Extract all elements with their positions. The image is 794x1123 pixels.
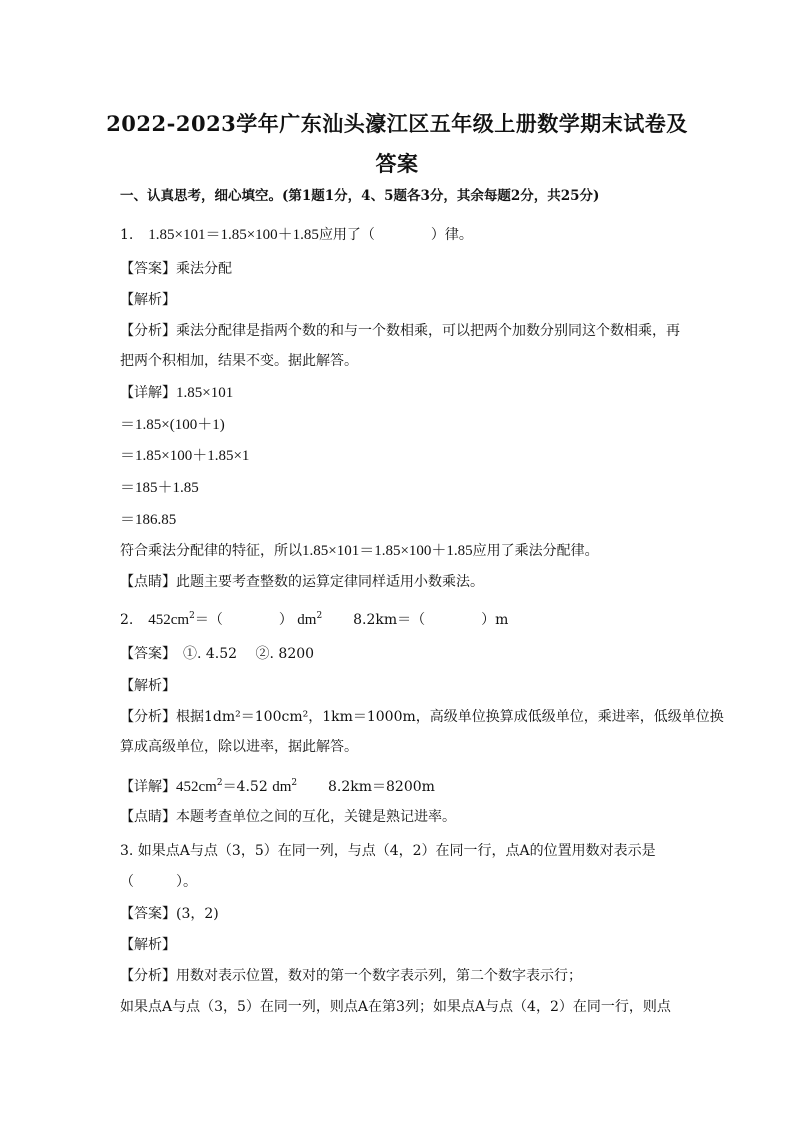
- detail-label: 【详解】: [120, 385, 176, 401]
- detail-expression: 452cm: [176, 779, 217, 795]
- analysis-heading: 【解析】: [120, 937, 176, 953]
- calculation-step: ＝186.85: [120, 512, 177, 528]
- detail-expression: ＝4.52: [222, 779, 268, 795]
- document-title: [100, 104, 694, 184]
- conclusion-text: 符合乘法分配律的特征，所以: [120, 543, 302, 559]
- question-2: 2. $452cm^2=$（ ） $dm^2$ 8.2km＝（ ）m: [120, 611, 509, 628]
- detail-label: 【详解】: [120, 779, 176, 795]
- analysis-text: 如果点A与点（3，5）在同一列，则点A在第3列；如果点A与点（4，2）在同一行，则点: [120, 999, 671, 1015]
- calculation-step: ＝185＋1.85: [120, 480, 199, 496]
- question-3-continued: （ ）。: [120, 874, 197, 890]
- question-3: 3. 如果点A与点（3，5）在同一列，与点（4，2）在同一行，点A的位置用数对表示是: [120, 843, 656, 859]
- conclusion: [120, 541, 679, 561]
- question-unit: dm: [297, 612, 317, 628]
- calculation-step: ＝1.85×100＋1.85×1: [120, 448, 250, 464]
- analysis-text: 【分析】乘法分配律是指两个数的和与一个数相乘，可以把两个加数分别同这个数相乘，再: [120, 323, 680, 339]
- analysis-text: 算成高级单位，除以进率，据此解答。: [120, 739, 358, 755]
- section-heading: 一、认真思考，细心填空。(第1题1分，4、5题各3分，其余每题2分，共25分): [120, 188, 600, 204]
- analysis-heading: 【解析】: [120, 292, 176, 308]
- title-line-1: 2022-2023学年广东汕头濠江区五年级上册数学期末试卷及: [106, 111, 688, 136]
- detail-expression: 8.2km＝8200m: [328, 779, 435, 795]
- conclusion-expression: 1.85×101＝1.85×100＋1.85: [302, 543, 473, 559]
- question-text: 应用了（ ）律。: [318, 227, 473, 243]
- detail-expression: 1.85×101: [176, 385, 234, 401]
- calculation-step: ＝1.85×(100＋1): [120, 417, 225, 433]
- analysis-text: 【分析】根据1dm²＝100cm²，1km＝1000m，高级单位换算成低级单位，乘进率，低级单位换: [120, 709, 724, 725]
- question-expression: 1.85×101＝1.85×100＋1.85: [148, 227, 319, 243]
- detail: 【详解】$452cm^2=4.52$ $dm^2$ 8.2km＝8200m: [120, 778, 435, 795]
- question-number: 1.: [120, 227, 134, 243]
- analysis-text: 【分析】用数对表示位置，数对的第一个数字表示列，第二个数字表示行；: [120, 968, 582, 984]
- question-area: 452cm: [148, 612, 190, 628]
- detail-unit: dm: [272, 779, 292, 795]
- analysis-heading: 【解析】: [120, 678, 176, 694]
- analysis-text: 把两个积相加，结果不变。据此解答。: [120, 353, 358, 369]
- question-length: 8.2km＝（ ）m: [353, 612, 509, 628]
- conclusion-text: 应用了乘法分配律。: [472, 543, 599, 559]
- title-line-2: 答案: [375, 151, 419, 176]
- question-blank: ＝（ ）: [194, 612, 293, 628]
- answer: 【答案】 ①. 4.52 ②. 8200: [120, 646, 315, 662]
- answer: 【答案】(3，2): [120, 906, 219, 922]
- question-1: [120, 225, 679, 245]
- detail: [120, 383, 679, 403]
- key-point: 【点睛】此题主要考查整数的运算定律同样适用小数乘法。: [120, 574, 484, 590]
- key-point: 【点睛】本题考查单位之间的互化，关键是熟记进率。: [120, 809, 456, 825]
- answer: 【答案】乘法分配: [120, 261, 232, 277]
- question-number: 2.: [120, 612, 134, 628]
